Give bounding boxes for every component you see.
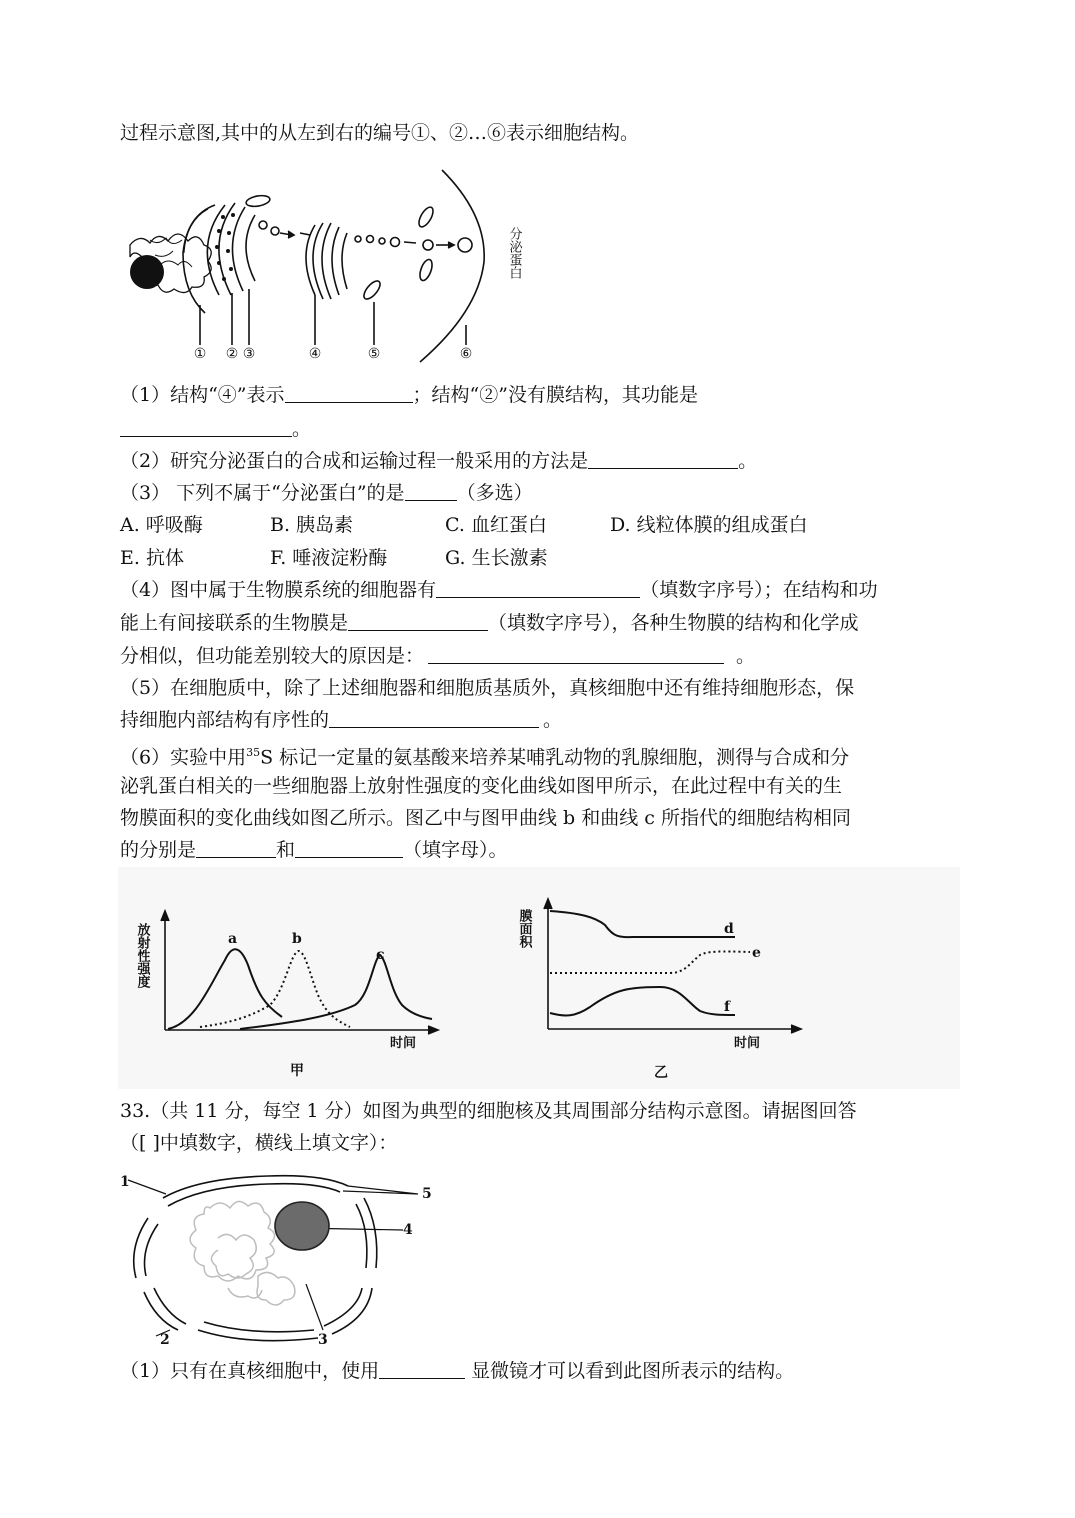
question-33-1 [120,1356,794,1386]
jia-xlabel: 时间 [390,1036,417,1051]
curve-a [168,949,282,1029]
question-1-cont [120,414,311,444]
question-1 [120,380,698,410]
q6-text-a2: S 标记一定量的氨基酸来培养某哺乳动物的乳腺细胞，测得与合成和分 [260,746,850,769]
q3-text: （3） 下列不属于“分泌蛋白”的是 [120,482,405,504]
question-33: 33.（共 11 分，每空 1 分）如图为典型的细胞核及其周围部分结构示意图。请据图回答 [120,1100,857,1122]
q2-end: 。 [738,450,758,472]
option-c[interactable]: C. 血红蛋白 [445,514,547,536]
q4-end: 。 [736,645,756,667]
question-2 [120,446,757,476]
q3-options-row2 [120,543,548,573]
q4-blank-organelles[interactable] [436,577,640,598]
nucleus-label-4: 4 [403,1222,413,1238]
q4-text-a: （4）图中属于生物膜系统的细胞器有 [120,579,437,601]
label-e: e [752,945,761,961]
q1-text-a: （1）结构“④”表示 [120,384,285,406]
question-4 [120,575,878,605]
q6-text-a1: （6）实验中用 [120,746,247,769]
q33-1-blank-microscope[interactable] [379,1358,465,1379]
option-d[interactable]: D. 线粒体膜的组成蛋白 [610,514,808,536]
nucleus-label-1: 1 [120,1174,130,1190]
option-b[interactable]: B. 胰岛素 [270,514,354,536]
q2-text: （2）研究分泌蛋白的合成和运输过程一般采用的方法是 [120,450,589,472]
nucleus-diagram [118,1168,448,1348]
curve-e [550,951,750,973]
nucleus-label-2: 2 [160,1332,170,1348]
yi-xlabel: 时间 [734,1036,761,1051]
q1-text-b: ；结构“②”没有膜结构，其功能是 [412,384,698,406]
q1-end: 。 [292,418,312,440]
secretion-pathway-diagram [120,165,540,365]
q6-blank-b[interactable] [196,837,276,858]
q2-blank-method[interactable] [588,448,738,469]
q4-text-c: 能上有间接联系的生物膜是 [120,612,349,634]
q1-blank-structure4[interactable] [285,382,413,403]
q4-text-d: （填数字序号），各种生物膜的结构和化学成 [488,612,859,634]
label-b: b [292,931,302,947]
curve-d [550,911,735,937]
q33-1-text-a: （1）只有在真核细胞中，使用 [120,1360,380,1382]
q4-blank-membranes[interactable] [348,610,488,631]
option-g[interactable]: G. 生长激素 [445,547,548,569]
marker-5: ⑤ [367,346,381,362]
marker-6: ⑥ [459,346,473,362]
question-6-cont3 [120,835,508,865]
chart-jia [134,905,460,1085]
intro-text: 过程示意图,其中的从左到右的编号①、②…⑥表示细胞结构。 [120,122,640,144]
q4-text-e: 分相似，但功能差别较大的原因是： [120,645,425,667]
question-3 [120,478,533,508]
q3-blank-choice[interactable] [405,480,457,501]
q5-blank-cytoskeleton[interactable] [329,707,539,728]
option-f[interactable]: F. 唾液淀粉酶 [270,547,388,569]
yi-caption: 乙 [654,1065,668,1081]
option-a[interactable]: A. 呼吸酶 [120,514,203,536]
yi-ylabel: 膜面积 [516,909,532,948]
nucleus-label-5: 5 [422,1186,432,1202]
q1-blank-function[interactable] [120,416,292,437]
q3-hint: （多选） [456,482,533,504]
marker-4: ④ [308,346,322,362]
marker-3: ③ [242,346,256,362]
question-33-cont: （[ ]中填数字，横线上填文字）： [120,1132,398,1154]
q6-blank-c[interactable] [295,837,403,858]
q3-options-row1 [120,510,808,540]
jia-ylabel: 放射性强度 [134,923,150,988]
question-4-cont1 [120,608,859,638]
chart-yi [516,893,820,1085]
q6-text-d2: 和 [276,839,296,861]
q6-isotope-superscript: 35 [246,746,261,759]
label-a: a [228,931,238,947]
question-6-cont2: 物膜面积的变化曲线如图乙所示。图乙中与图甲曲线 b 和曲线 c 所指代的细胞结构相同 [120,807,851,829]
question-5-cont [120,705,562,735]
q4-text-b: （填数字序号）；在结构和功 [640,579,878,601]
q5-text-b: 持细胞内部结构有序性的 [120,709,330,731]
secretory-protein-label: 分泌蛋白 [506,227,522,279]
q33-1-text-b: 显微镜才可以看到此图所表示的结构。 [465,1360,795,1382]
q6-text-d1: 的分别是 [120,839,197,861]
option-e[interactable]: E. 抗体 [120,547,184,569]
question-6 [120,738,849,772]
nucleus-label-3: 3 [318,1332,328,1348]
marker-1: ① [193,346,207,362]
marker-2: ② [225,346,239,362]
q4-blank-reason[interactable] [428,643,724,664]
label-f: f [724,999,731,1015]
curve-f [550,987,735,1015]
question-4-cont2 [120,641,755,671]
label-c: c [376,947,385,963]
question-5: （5）在细胞质中，除了上述细胞器和细胞质基质外，真核细胞中还有维持细胞形态，保 [120,677,855,699]
q5-end: 。 [543,709,563,731]
question-6-cont1: 泌乳蛋白相关的一些细胞器上放射性强度的变化曲线如图甲所示，在此过程中有关的生 [120,775,843,797]
jia-caption: 甲 [290,1063,304,1079]
label-d: d [724,921,734,937]
curve-c [240,955,432,1029]
q6-text-d3: （填字母）。 [403,839,508,861]
